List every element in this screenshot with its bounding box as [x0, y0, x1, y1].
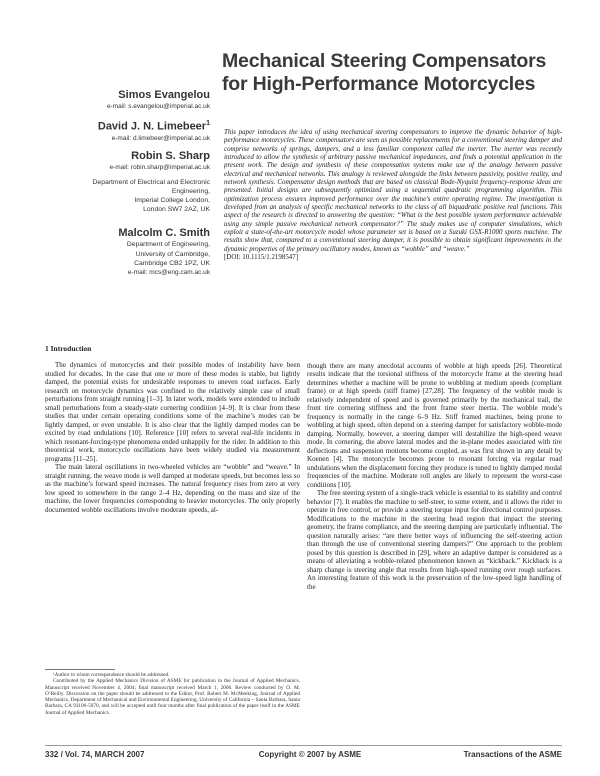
abstract: [224, 128, 562, 262]
author-footnote-mark: 1: [206, 120, 210, 127]
author-email[interactable]: e-mail: robin.sharp@imperial.ac.uk: [109, 163, 210, 171]
abstract-text: This paper introduces the idea of using mechanical steering compensators to improve the dynamic behavior of high-performance motorcycles. These compensators are seen as possible replacements for a conventional steering damper and comprise networks of springs, dampers, and a less familiar component called the inerter. The inerter was recently introduced to allow the synthesis of arbitrary passive mechanical impedances, and finds a potential application in the present work. The design and synthesis of these compensation systems make use of the analogy between passive electrical and mechanical networks. This analogy is reviewed alongside the links between passivity, positive reality, and network synthesis. Compensator design methods that are based on classical Bode-Nyquist frequency-response ideas are presented. Initial designs are subsequently optimized using a sequential quadratic programming algorithm. This optimization process ensures improved performance over the machine's entire operating regime. The investigation is developed from an analysis of specific mechanical networks to the class of all biquadratic positive real functions. This aspect of the research is directed to answering the question: “What is the best possible system performance achievable using any simple passive mechanical network compensator?” The study makes use of computer simulations, which exploit a state-of-the-art motorcycle model whose parameter set is based on a Suzuki GSX-R1000 sports machine. The results show that, compared to a conventional steering damper, it is possible to obtain significant improvements in the dynamic properties of the primary oscillatory modes, known as “wobble” and “weave.”: [224, 128, 562, 253]
right-column: [307, 362, 562, 591]
author-name: Simos Evangelou: [118, 89, 210, 101]
left-column: [45, 345, 300, 514]
author-name: David J. N. Limebeer$^1$: [97, 120, 210, 133]
paragraph: The main lateral oscillations in two-wheeled vehicles are “wobble” and “weave.” In straight running, the weave mode is well damped at moderate speeds, but becomes less so as the machine’s forward speed increases. The natural frequency rises from zero at very low speed to somewhere in the range 2–4 Hz, depending on the mass and size of the machine, the lower frequencies corresponding to heavier motorcycles. The only properly documented wobble oscillations involve moderate speeds, al-: [45, 463, 300, 514]
author-entry: [10, 149, 210, 172]
footnote: Contributed by the Applied Mechanics Division of ASME for publication in the Journal of Applied Mechanics. Manuscript received November 4, 2004; final manuscript received March 1, 2006. Review conducted by O. M. O’Reilly. Discussion on the paper should be addressed to the Editor, Prof. Robert M. McMeeking, Journal of Applied Mechanics, Department of Mechanical and Environmental Engineering, University of California – Santa Barbara, Santa Barbara, CA 93106-5070, and will be accepted until four months after final publication of the paper itself in the ASME Journal of Applied Mechanics.: [45, 678, 300, 716]
author-entry: [10, 117, 210, 143]
footnote-divider: [45, 669, 115, 670]
journal-name: Transactions of the ASME: [463, 750, 562, 759]
footnote: ¹Author to whom correspondence should be addressed.: [53, 672, 170, 678]
paragraph: The dynamics of motorcycles and their possible modes of instability have been studied for decades. In the case that one or more of these modes is stable, but lightly damped, the potential exists for undesirable responses to uneven road surfaces. Early research on motorcycle dynamics was confined to the relatively simple case of small perturbations from straight running [1–3]. In later work, models were extended to include small perturbations from a steady-state cornering condition [4–9]. It is clear from these studies that under certain operating conditions some of the machine’s modes can be lightly damped, or even unstable. It is also clear that the lightly damped modes can be excited by road undulations [10]. Reference [10] refers to several real-life incidents in which resonant-forcing-type phenomena ended unhappily for the rider. In addition to this theoretical work, motorcycle oscillations have been widely studied via measurement programs [11–25].: [45, 361, 300, 463]
footer-divider: [45, 745, 562, 746]
paper-title: Mechanical Steering Compensators for High-Performance Motorcycles: [222, 50, 547, 95]
affiliation-cambridge: Department of Engineering, University of Cambridge, Cambridge CB2 1PZ, UK: [126, 241, 210, 267]
author-email[interactable]: e-mail: d.limebeer@imperial.ac.uk: [111, 134, 210, 142]
paragraph: The free steering system of a single-track vehicle is essential to its stability and control behavior [7]. It enables the machine to self-steer, to some extent, and it allows the rider to operate in free control, or provide a steering torque input for directional control purposes. Modifications to the machine in the steering head region that impact the steering geometry, the frame compliance, and the steering damping are particularly influential. The question naturally arises: “are there better ways of influencing the self-steering action than through the use of conventional steering dampers?” One approach to the problem posed by this question is described in [29], where an adaptive damper is considered as a means of alleviating a wobble-related phenomenon known as “kickback.” Kickback is a sharp change is steering angle that results from high-speed running over rough surfaces. An interesting feature of this work is the preservation of the low-speed light handling of the: [307, 489, 563, 591]
author-name: Malcolm C. Smith: [118, 227, 210, 240]
page-number-volume: 332 / Vol. 74, MARCH 2007: [45, 750, 145, 759]
author-entry: [10, 226, 210, 277]
copyright: Copyright © 2007 by ASME: [258, 750, 362, 759]
paragraph: though there are many anecdotal accounts of wobble at high speeds [26]. Theoretical results indicate that the torsional stiffness of the motorcycle frame at the steering head determines whether a machine will be prone to wobbling at medium speeds (compliant frame) or at high speeds (stiff frame) [27,28]. The frequency of the wobble mode is relatively independent of speed and is governed primarily by the mechanical trail, the front tire cornering stiffness and the front frame steer inertia. The wobble mode’s frequency is normally in the range 6–9 Hz. Stiff framed machines, being prone to wobbling at high speed, often depend on a steering damper for satisfactory wobble-mode damping. Normally, however, a steering damper will destabilize the high-speed weave mode. In cornering, the above lateral modes and the in-plane modes associated with tire deflections and suspension motions become coupled, as was first shown in any detail by Koenen [4]. The motorcycle becomes prone to resonant forcing via regular road undulations when the displacement forcing they produce is tuned to lightly damped modal frequencies of the machine. Moderate roll angles are likely to represent the worst-case conditions [10].: [307, 362, 562, 489]
footnotes: [45, 672, 300, 716]
doi-link[interactable]: [DOI: 10.1115/1.2198547]: [224, 253, 299, 262]
author-email[interactable]: e-mail: s.evangelou@imperial.ac.uk: [106, 103, 210, 110]
page-footer: [45, 750, 562, 762]
affiliation-imperial: Department of Electrical and Electronic Engineering, Imperial College London, London SW7 2AZ, UK: [92, 178, 210, 214]
section-heading: 1 Introduction: [45, 344, 92, 353]
author-name: Robin S. Sharp: [131, 149, 210, 162]
author-email[interactable]: e-mail: mcs@eng.cam.ac.uk: [127, 269, 210, 277]
author-entry: [10, 88, 210, 111]
author-block: [10, 88, 210, 283]
